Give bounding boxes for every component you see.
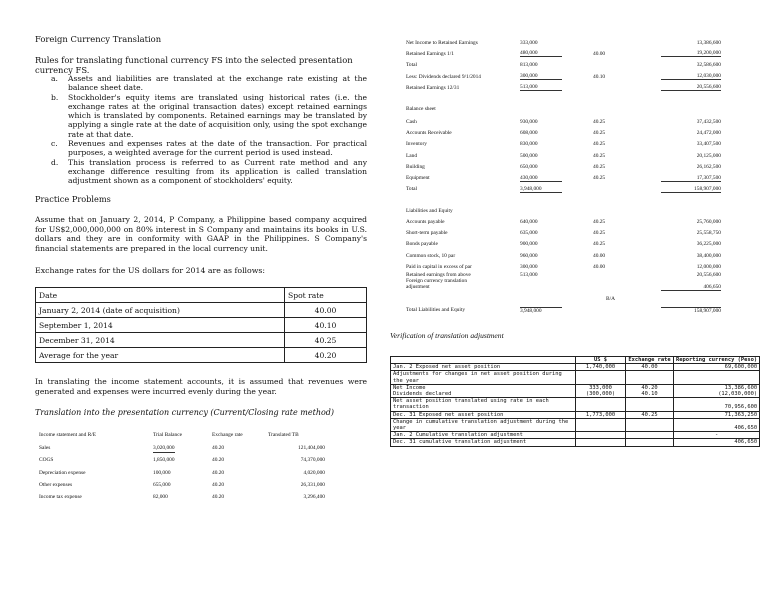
cell-value: 13,386,600 [696,39,721,46]
table-row [406,302,721,318]
table-row [406,239,721,250]
table-cell: 40.00 [285,303,367,318]
table-header-cell: Income statement and R/E [39,432,97,439]
table-cell: Cash [406,118,417,125]
table-cell: Adjustments for changes in net asset position during the year [391,371,576,384]
table-cell: 40.25 [593,175,606,182]
cell-value: 17,307,500 [661,175,721,182]
cell-value: 25,558,750 [696,229,721,236]
table-cell: 40.00 [593,263,606,270]
retained-earnings-label: Retained earnings from above [406,272,471,279]
table-cell [593,302,651,318]
cell-value: 38,400,000 [696,252,721,259]
cell-value: 33,407,500 [696,141,721,148]
table-cell: 406,650 [674,439,760,446]
table-cell: 1,773,000 [576,411,626,418]
cell-value: 12,030,000 [661,73,721,80]
table-cell: Jan. 2 Cumulative translation adjustment [391,432,576,439]
table-cell [651,150,721,161]
table-cell [593,60,651,71]
translation-heading: Translation into the presentation currency (Current/Closing rate method) [35,408,335,417]
table-cell: 830,000 [520,141,538,148]
fcta-label-2: adjustment [406,284,430,291]
table-cell [651,250,721,261]
table-row [406,250,721,261]
liabilities-heading: Liabilities and Equity [406,208,453,214]
rules-list [35,74,367,186]
liabilities-table [406,216,721,318]
table-row [406,139,721,150]
cell-value: 32,586,600 [696,62,721,69]
table-cell: 1,740,000 [576,364,626,371]
table-cell: 813,000 [520,62,538,69]
table-cell: 635,000 [520,229,538,236]
table-cell: 40.00 [593,50,606,57]
cell-value: 158,907,000 [661,307,721,314]
table-cell: Land [406,152,418,159]
table-cell [593,37,651,48]
table-header-cell: Reporting currency (Peso) [674,357,760,364]
cell-value: 19,200,000 [661,50,721,57]
table-row [406,161,721,172]
cell-value: 20,556,600 [696,272,721,279]
table-cell [626,439,674,446]
cell-value: 37,432,500 [696,118,721,125]
table-header-cell: Spot rate [285,288,367,303]
table-cell: 40.00 [593,252,606,259]
table-cell [651,161,721,172]
table-row [406,227,721,238]
practice-heading: Practice Problems [35,194,111,204]
table-cell [520,302,593,318]
table-cell: 40.20 [212,469,225,476]
table-cell: 650,000 [520,163,538,170]
table-row [391,418,760,431]
table-cell: 40.00 [626,364,674,371]
table-row [36,333,367,348]
table-cell: Paid in capital in excess of par [406,263,472,270]
table-row [406,37,721,48]
table-cell [651,239,721,250]
table-cell: 300,000 [520,263,538,270]
table-cell [651,272,721,302]
table-row [406,216,721,227]
table-header-row [391,357,760,364]
table-cell: 69,600,000 [674,364,760,371]
table-row [39,491,325,503]
table-cell [406,272,520,302]
table-cell [576,439,626,446]
table-cell: Retained Earnings 12/31 [406,84,460,91]
table-cell: 40.20 [212,494,225,501]
table-cell: Sales [39,445,51,452]
practice-paragraph: Assume that on January 2, 2014, P Company, a Philippine based company acquired for US$2,000,000,000 on 80% interest in S Company and maintains its books in U.S. dollars and they are in conformity with GAAP in the Philippines. S Company's financial statements are prepared in the local currency unit. [35,215,367,253]
table-cell [576,398,626,411]
table-cell: 930,000 [520,118,538,125]
table-row [406,48,721,59]
table-cell [520,184,593,195]
table-cell: 40.25 [593,229,606,236]
list-text: This translation process is referred to as Current rate method and any exchange difference resulting from its application is called translation adjustment shown as a component of stockholders' equity. [68,157,367,186]
verification-table [390,356,760,447]
table-cell: Total [406,186,417,193]
table-cell: 333,000 [520,39,538,46]
verification-heading: Verification of translation adjustment [390,331,504,340]
table-cell [593,184,651,195]
table-row [406,71,721,82]
table-cell [520,48,593,59]
table-row [406,272,721,302]
cell-value: 25,760,000 [696,218,721,225]
table-cell [626,398,674,411]
list-marker: d. [51,157,59,167]
table-cell: January 2, 2014 (date of acquisition) [36,303,285,318]
table-row [36,303,367,318]
table-cell: Net asset position translated using rate in each transaction [391,398,576,411]
table-cell: 40.25 [285,333,367,348]
table-row [39,479,325,491]
table-cell: Depreciation expense [39,469,86,476]
table-cell [651,184,721,195]
table-cell [651,82,721,93]
table-row [406,184,721,195]
table-cell [520,71,593,82]
table-cell [651,261,721,272]
table-row [391,398,760,411]
table-cell: 40.25 [593,241,606,248]
cell-value: 26,162,500 [696,163,721,170]
table-cell: Income tax expense [39,494,82,501]
table-cell: Inventory [406,141,427,148]
cell-value: 3,020,000 [153,445,175,452]
table-cell: 40.20 [212,457,225,464]
table-cell: 3,296,400 [303,494,325,501]
table-cell: 40.20 [285,348,367,363]
table-cell: Change in cumulative translation adjustment during the year [391,418,576,431]
table-row [406,116,721,127]
balance-sheet-table [406,116,721,195]
fcta-label: Foreign currency translation [406,278,468,285]
table-header-cell [391,357,576,364]
table-cell [626,432,674,439]
table-row [406,261,721,272]
table-cell: Net Income Dividends declared [391,384,576,397]
table-header-cell: Translated TB [268,432,299,439]
cell-value: 480,000 [520,50,562,57]
retained-earnings-table [406,37,721,93]
table-row [39,467,325,479]
table-cell: - [674,432,760,439]
table-cell: 513,000 [520,272,538,279]
list-marker: a. [51,74,58,83]
table-cell: December 31, 2014 [36,333,285,348]
table-cell: 4,020,000 [303,469,325,476]
table-cell [576,432,626,439]
table-cell: 40.10 [593,73,606,80]
cell-value: 513,000 [520,84,562,91]
table-header-cell: US $ [576,357,626,364]
table-row [36,318,367,333]
table-cell: Less: Dividends declared 9/1/2014 [406,73,482,80]
table-cell: 40.10 [285,318,367,333]
table-cell: Short-term payable [406,229,448,236]
table-cell [651,302,721,318]
table-row [406,82,721,93]
table-cell: 406,650 [674,418,760,431]
table-cell [651,71,721,82]
table-cell: 13,386,600 (12,030,000) [674,384,760,397]
table-row [391,432,760,439]
table-cell [651,172,721,183]
table-cell: 40.20 [212,445,225,452]
table-cell: 40.25 [626,411,674,418]
table-cell: 40.25 [593,141,606,148]
table-cell: 121,404,000 [298,445,325,452]
table-header-cell: Exchange rate [212,432,243,439]
table-cell [651,37,721,48]
table-cell: 40.25 [593,152,606,159]
table-cell [593,82,651,93]
cell-value: 3,948,000 [520,186,562,193]
table-cell: Total Liabilities and Equity [406,307,466,314]
table-cell: 100,000 [153,469,171,476]
cell-value: 3,948,000 [520,307,562,314]
table-cell: September 1, 2014 [36,318,285,333]
table-cell: Accounts payable [406,218,445,225]
table-cell: Other expenses [39,481,73,488]
table-row [36,348,367,363]
list-item [35,139,367,158]
table-cell: 74,370,000 [300,457,325,464]
table-cell: 40.25 [593,218,606,225]
table-cell [520,172,593,183]
table-cell [153,442,212,454]
table-cell [651,48,721,59]
table-cell: Dec. 31 cumulative translation adjustment [391,439,576,446]
table-cell [576,418,626,431]
table-cell: 608,000 [520,129,538,136]
list-item [35,158,367,186]
table-cell: 40.25 [593,129,606,136]
table-cell: 82,000 [153,494,168,501]
table-cell: Equipment [406,175,430,182]
table-cell: Bonds payable [406,241,438,248]
cell-value: 20,125,000 [696,152,721,159]
cell-value: 20,556,600 [661,84,721,91]
table-row [406,150,721,161]
table-cell [651,216,721,227]
table-row [391,439,760,446]
table-cell [576,371,626,384]
table-cell [651,60,721,71]
table-cell [651,227,721,238]
table-cell [674,371,760,384]
list-item [35,93,367,139]
table-cell: 960,000 [520,252,538,259]
table-cell: 40.25 [593,118,606,125]
table-cell: Jan. 2 Exposed net asset position [391,364,576,371]
table-cell: 500,000 [520,152,538,159]
list-text: Stockholder's equity items are translated using historical rates (i.e. the exchange rates at the original transaction dates) except retained earnings which is translated by components. Retained earnings may be translated by applying a single rate at the date of acquisition only, using the spot exchange rate at that date. [68,92,367,139]
table-cell: Net Income to Retained Earnings [406,39,478,46]
page-title: Foreign Currency Translation [35,34,162,44]
rules-heading: Rules for translating functional currency FS into the selected presentation currency FS. [35,55,353,75]
table-cell: Average for the year [36,348,285,363]
table-header-row [39,430,325,442]
table-row [391,384,760,397]
table-cell: Retained Earnings 1/1 [406,50,454,57]
list-text: Revenues and expenses rates at the date of the transaction. For practical purposes, a weighted average for the current period is used instead. [68,139,367,158]
table-cell [626,371,674,384]
table-cell: Common stock, 10 par [406,252,456,259]
table-cell: 40.25 [593,163,606,170]
table-header-row [36,288,367,303]
cell-value: 12,000,000 [696,263,721,270]
rates-intro: Exchange rates for the US dollars for 2014 are as follows: [35,266,266,275]
fcta-value: 406,650 [661,284,721,291]
list-item [35,74,367,93]
table-cell [651,139,721,150]
table-cell: 900,000 [520,241,538,248]
table-cell [520,82,593,93]
table-cell: 640,000 [520,218,538,225]
table-cell: 40.20 [212,481,225,488]
table-cell [651,127,721,138]
table-cell: COGS [39,457,54,464]
table-cell: Accounts Receivable [406,129,452,136]
table-cell: 70,956,600 [674,398,760,411]
assumption-paragraph: In translating the income statement accounts, it is assumed that revenues were generated and expenses were incurred evenly during the year. [35,377,367,396]
table-cell: 71,363,250 [674,411,760,418]
table-cell [651,116,721,127]
table-row [391,371,760,384]
table-cell [626,418,674,431]
table-cell: 333,000 (300,000) [576,384,626,397]
table-row [391,411,760,418]
table-cell: Dec. 31 Exposed net asset position [391,411,576,418]
table-row [391,364,760,371]
cell-value: 300,000 [520,73,562,80]
balance-sheet-heading: Balance sheet [406,106,436,112]
table-row [39,442,325,454]
right-page [384,0,768,594]
table-header-cell: Exchange rate [626,357,674,364]
list-marker: b. [51,92,59,102]
table-row [406,127,721,138]
table-row [39,454,325,466]
cell-value: 430,000 [520,175,562,182]
cell-value: 36,225,000 [696,241,721,248]
list-marker: c. [51,139,58,149]
table-cell: 26,331,000 [300,481,325,488]
income-statement-table [39,430,325,503]
exchange-rates-table [35,287,367,363]
cell-value: 158,907,000 [661,186,721,193]
table-cell: 1,850,000 [153,457,175,464]
table-cell: 40.20 40.10 [626,384,674,397]
cell-value: 24,472,000 [696,129,721,136]
table-row [406,172,721,183]
table-header-cell: Trial Balance [153,432,182,439]
list-text: Assets and liabilities are translated at the exchange rate existing at the balance sheet date. [68,74,367,93]
table-cell: 655,000 [153,481,171,488]
table-cell: Building [406,163,425,170]
table-cell: B/A [606,296,615,303]
table-cell: Total [406,62,417,69]
table-header-cell: Date [36,288,285,303]
table-row [406,60,721,71]
